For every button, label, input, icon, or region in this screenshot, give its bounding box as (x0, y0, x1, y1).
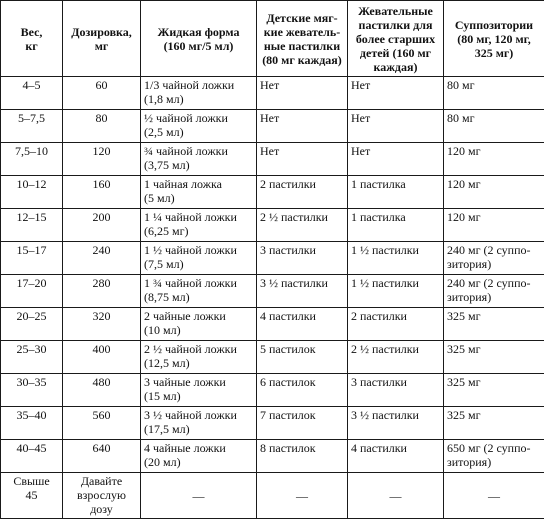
older-chewable-cell: Нет (348, 110, 444, 143)
suppository-cell: 120 мг (444, 143, 544, 176)
suppository-cell: 80 мг (444, 110, 544, 143)
dosage-cell: 80 (63, 110, 141, 143)
liquid-cell: 1/3 чайной ложки (1,8 мл) (141, 77, 257, 110)
suppository-cell: 120 мг (444, 209, 544, 242)
header-row (1, 1, 544, 77)
kids-chewable-cell: 4 пастилки (257, 308, 348, 341)
kids-chewable-cell: 3 ½ пастилки (257, 275, 348, 308)
weight-cell: 10–12 (1, 176, 63, 209)
suppository-cell: 650 мг (2 суппо- зитория) (444, 440, 544, 473)
suppository-cell: — (444, 473, 544, 519)
header-suppository: Суппозитории (80 мг, 120 мг, 325 мг) (444, 1, 544, 77)
weight-cell: 20–25 (1, 308, 63, 341)
suppository-cell: 240 мг (2 суппо- зитория) (444, 275, 544, 308)
suppository-cell: 325 мг (444, 341, 544, 374)
older-chewable-cell: Нет (348, 143, 444, 176)
liquid-cell: 3 ½ чайной ложки (17,5 мл) (141, 407, 257, 440)
suppository-cell: 325 мг (444, 407, 544, 440)
older-chewable-cell: 3 пастилки (348, 374, 444, 407)
older-chewable-cell: 4 пастилки (348, 440, 444, 473)
older-chewable-cell: 1 пастилка (348, 176, 444, 209)
kids-chewable-cell: 6 пастилок (257, 374, 348, 407)
liquid-cell: 3 чайные ложки (15 мл) (141, 374, 257, 407)
dosage-cell: 160 (63, 176, 141, 209)
dosage-cell: 280 (63, 275, 141, 308)
liquid-cell: — (141, 473, 257, 519)
liquid-cell: 4 чайные ложки (20 мл) (141, 440, 257, 473)
dosage-cell: 120 (63, 143, 141, 176)
liquid-cell: 1 чайная ложка (5 мл) (141, 176, 257, 209)
liquid-cell: 2 ½ чайной ложки (12,5 мл) (141, 341, 257, 374)
dosage-cell: Давайте взрослую дозу (63, 473, 141, 519)
older-chewable-cell: 1 пастилка (348, 209, 444, 242)
suppository-cell: 325 мг (444, 374, 544, 407)
kids-chewable-cell: 2 пастилки (257, 176, 348, 209)
header-weight: Вес, кг (1, 1, 63, 77)
weight-cell: 35–40 (1, 407, 63, 440)
liquid-cell: 1 ¾ чайной ложки (8,75 мл) (141, 275, 257, 308)
older-chewable-cell: 2 пастилки (348, 308, 444, 341)
weight-cell: 4–5 (1, 77, 63, 110)
kids-chewable-cell: Нет (257, 77, 348, 110)
header-dosage: Дозировка, мг (63, 1, 141, 77)
suppository-cell: 325 мг (444, 308, 544, 341)
weight-cell: 30–35 (1, 374, 63, 407)
older-chewable-cell: Нет (348, 77, 444, 110)
kids-chewable-cell: 7 пастилок (257, 407, 348, 440)
table-row (1, 143, 544, 176)
table-row (1, 374, 544, 407)
kids-chewable-cell: 8 пастилок (257, 440, 348, 473)
older-chewable-cell: 2 ½ пастилки (348, 341, 444, 374)
dosage-cell: 640 (63, 440, 141, 473)
older-chewable-cell: 1 ½ пастилки (348, 242, 444, 275)
table-row (1, 176, 544, 209)
dosage-cell: 200 (63, 209, 141, 242)
table-row (1, 110, 544, 143)
weight-cell: Свыше 45 (1, 473, 63, 519)
table-row (1, 77, 544, 110)
weight-cell: 40–45 (1, 440, 63, 473)
dosage-cell: 60 (63, 77, 141, 110)
table-row (1, 308, 544, 341)
suppository-cell: 80 мг (444, 77, 544, 110)
weight-cell: 7,5–10 (1, 143, 63, 176)
liquid-cell: ¾ чайной ложки (3,75 мл) (141, 143, 257, 176)
weight-cell: 12–15 (1, 209, 63, 242)
weight-cell: 17–20 (1, 275, 63, 308)
suppository-cell: 120 мг (444, 176, 544, 209)
header-kids-chewable: Детские мяг- кие жеватель- ные пастилки (80 мг каждая) (257, 1, 348, 77)
weight-cell: 25–30 (1, 341, 63, 374)
weight-cell: 5–7,5 (1, 110, 63, 143)
kids-chewable-cell: 2 ½ пастилки (257, 209, 348, 242)
suppository-cell: 240 мг (2 суппо- зитория) (444, 242, 544, 275)
table-row (1, 275, 544, 308)
weight-cell: 15–17 (1, 242, 63, 275)
kids-chewable-cell: 5 пастилок (257, 341, 348, 374)
table-row (1, 440, 544, 473)
liquid-cell: 1 ½ чайной ложки (7,5 мл) (141, 242, 257, 275)
table-row (1, 209, 544, 242)
dosage-cell: 400 (63, 341, 141, 374)
table-row (1, 341, 544, 374)
dosage-cell: 320 (63, 308, 141, 341)
header-liquid: Жидкая форма (160 мг/5 мл) (141, 1, 257, 77)
table-row (1, 242, 544, 275)
kids-chewable-cell: Нет (257, 110, 348, 143)
kids-chewable-cell: — (257, 473, 348, 519)
dosage-cell: 480 (63, 374, 141, 407)
older-chewable-cell: 1 ½ пастилки (348, 275, 444, 308)
kids-chewable-cell: Нет (257, 143, 348, 176)
header-older-chewable: Жевательные пастилки для более старших детей (160 мг каждая) (348, 1, 444, 77)
dosage-cell: 240 (63, 242, 141, 275)
older-chewable-cell: 3 ½ пастилки (348, 407, 444, 440)
table-row (1, 473, 544, 519)
kids-chewable-cell: 3 пастилки (257, 242, 348, 275)
liquid-cell: ½ чайной ложки (2,5 мл) (141, 110, 257, 143)
table-row (1, 407, 544, 440)
dosage-cell: 560 (63, 407, 141, 440)
liquid-cell: 1 ¼ чайной ложки (6,25 мг) (141, 209, 257, 242)
liquid-cell: 2 чайные ложки (10 мл) (141, 308, 257, 341)
older-chewable-cell: — (348, 473, 444, 519)
